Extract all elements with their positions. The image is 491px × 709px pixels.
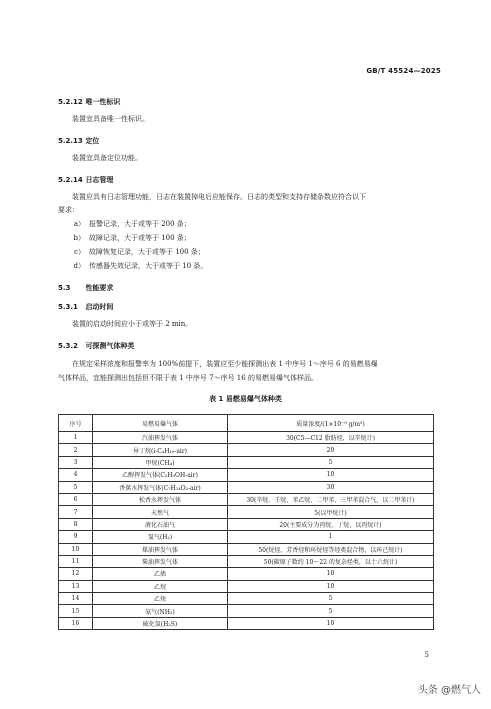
table-row xyxy=(59,456,434,468)
section-number: 5.3.1 xyxy=(58,303,78,311)
table-cell: 50(碳原子数约 10～22 的复杂烃类，以十六烷计) xyxy=(228,555,434,567)
table-cell: 5 xyxy=(228,593,434,605)
table-cell: 20(主要成分为丙烷、丁烷，以丙烷计) xyxy=(228,518,434,530)
section-title: 可探测气体种类 xyxy=(85,342,135,350)
section-title: 定位 xyxy=(85,137,100,145)
table-cell: 1 xyxy=(228,531,434,543)
section-text-5-3-1: 装置的启动时间应小于或等于 2 min。 xyxy=(72,320,193,328)
table-cell: 50(烷烃、芳香烃和环烷烃等烃类混合物，以环己烷计) xyxy=(228,543,434,555)
section-title: 唯一性标识 xyxy=(85,98,121,106)
column-header-concentration: 质量浓度/(1×10⁻⁹ g/m³) xyxy=(228,415,434,432)
table-cell: 30(C5—C12 脂肪烃，以辛烷计) xyxy=(228,432,434,444)
list-item xyxy=(58,260,207,273)
table-cell: 12 xyxy=(59,568,93,580)
table-cell: 乙烷 xyxy=(93,580,228,592)
section-title: 日志管理 xyxy=(85,176,114,184)
table-cell: 氨气(NH₃) xyxy=(93,605,228,617)
table-cell: 8 xyxy=(59,518,93,530)
table-row xyxy=(59,593,434,605)
section-heading-5-3 xyxy=(58,283,113,293)
table-row xyxy=(59,568,434,580)
table-row xyxy=(59,555,434,567)
section-heading-5-3-2 xyxy=(58,341,134,351)
list-item-text: 报警记录，大于或等于 200 条； xyxy=(89,220,191,228)
section-heading-5-2-14 xyxy=(58,175,113,185)
section-heading-5-2-12 xyxy=(58,97,120,107)
list-item-label: c） xyxy=(74,248,85,256)
section-text-5-2-12: 装置宜具备唯一性标识。 xyxy=(72,115,149,123)
column-header-gas: 易燃易爆气体 xyxy=(93,415,228,432)
table-cell: 香蕉水挥发气体(C₇H₁₄O₂-air) xyxy=(93,481,228,493)
table-cell: 2 xyxy=(59,444,93,456)
list-item-label: d） xyxy=(73,262,85,270)
watermark: 头条 @燃气人 xyxy=(417,685,481,696)
table-cell: 20 xyxy=(228,444,434,456)
table-cell: 30(辛烷、壬烷、苯乙烷、二甲苯、三甲苯混合气，以二甲苯计) xyxy=(228,493,434,505)
section-heading-5-2-13 xyxy=(58,136,99,146)
table-cell: 3 xyxy=(59,456,93,468)
table-cell: 5 xyxy=(59,481,93,493)
list-item-label: a） xyxy=(73,220,85,228)
table-cell: 5 xyxy=(228,605,434,617)
table-row xyxy=(59,444,434,456)
table-cell: 松香水挥发气体 xyxy=(93,493,228,505)
section-text-5-2-13: 装置宜具备定位功能。 xyxy=(72,154,142,162)
section-title: 启动时间 xyxy=(85,303,114,311)
section-text-5-2-14-line2: 要求： xyxy=(58,206,79,214)
table-cell: 乙炔 xyxy=(93,593,228,605)
list-item xyxy=(58,232,191,245)
table-cell: 16 xyxy=(59,617,93,629)
table-cell: 乙醇挥发气体(C₂H₅OH-air) xyxy=(93,469,228,481)
table-row xyxy=(59,543,434,555)
table-cell: 4 xyxy=(59,469,93,481)
column-header-no: 序号 xyxy=(59,415,93,432)
table-row xyxy=(59,432,434,444)
table-row xyxy=(59,493,434,505)
table-cell: 30 xyxy=(228,481,434,493)
table-cell: 9 xyxy=(59,531,93,543)
table-cell: 甲烷(CH₄) xyxy=(93,456,228,468)
table-cell: 10 xyxy=(228,568,434,580)
table-cell: 1 xyxy=(59,432,93,444)
table-cell: 13 xyxy=(59,580,93,592)
table-cell: 10 xyxy=(228,617,434,629)
table-row xyxy=(59,605,434,617)
section-number: 5.2.13 xyxy=(58,137,83,145)
section-text-5-3-2-line1: 在规定采样浓度和报警率为 100%前提下，装置应至少能探测出表 1 中序号 1～序号 6 的易燃易爆 xyxy=(72,360,378,368)
table-cell: 汽油挥发气体 xyxy=(93,432,228,444)
table-cell: 15 xyxy=(59,605,93,617)
table-cell: 6 xyxy=(59,493,93,505)
table-cell: 10 xyxy=(59,543,93,555)
table-cell: 10 xyxy=(228,469,434,481)
table-cell: 硫化氢(H₂S) xyxy=(93,617,228,629)
list-item-label: b） xyxy=(73,234,85,242)
section-text-5-2-14-line1: 装置应具有日志管理功能，日志在装置掉电后应能保存。日志的类型和支持存储条数应符合以下 xyxy=(72,193,366,201)
table-cell: 5 xyxy=(228,456,434,468)
gas-types-table xyxy=(58,414,434,630)
table-cell: 异丁烷(i-C₄H₁₀-air) xyxy=(93,444,228,456)
list-item xyxy=(58,246,205,259)
table-row xyxy=(59,481,434,493)
section-text-5-3-2-line2: 气体样品，宜能探测出包括但不限于表 1 中序号 7～序号 16 的易燃易爆气体样品。 xyxy=(58,374,318,382)
table-row xyxy=(59,469,434,481)
section-number: 5.2.14 xyxy=(58,176,83,184)
table-cell: 柴油挥发气体 xyxy=(93,555,228,567)
table-cell: 11 xyxy=(59,555,93,567)
section-heading-5-3-1 xyxy=(58,302,113,312)
list-item-text: 故障恢复记录，大于或等于 100 条； xyxy=(89,248,205,256)
table-cell: 乙烯 xyxy=(93,568,228,580)
list-item xyxy=(58,218,191,231)
table-cell: 天然气 xyxy=(93,506,228,518)
standard-number: GB/T 45524—2025 xyxy=(366,67,441,75)
list-item-text: 传感器失效记录，大于或等于 10 条。 xyxy=(89,262,208,270)
table-header-row xyxy=(59,415,434,432)
table-row xyxy=(59,518,434,530)
page-number: 5 xyxy=(424,651,429,659)
table-row xyxy=(59,506,434,518)
table-title: 表 1 易燃易爆气体种类 xyxy=(209,395,282,403)
table-row xyxy=(59,531,434,543)
section-title: 性能要求 xyxy=(85,284,114,292)
table-cell: 7 xyxy=(59,506,93,518)
table-cell: 氢气(H₂) xyxy=(93,531,228,543)
table-cell: 5(以甲烷计) xyxy=(228,506,434,518)
table-cell: 10 xyxy=(228,580,434,592)
table-row xyxy=(59,580,434,592)
table-cell: 液化石油气 xyxy=(93,518,228,530)
section-number: 5.3.2 xyxy=(58,342,78,350)
section-number: 5.2.12 xyxy=(58,98,83,106)
table-cell: 14 xyxy=(59,593,93,605)
table-cell: 煤油挥发气体 xyxy=(93,543,228,555)
section-number: 5.3 xyxy=(58,284,71,292)
list-item-text: 故障记录，大于或等于 100 条； xyxy=(89,234,191,242)
table-row xyxy=(59,617,434,629)
